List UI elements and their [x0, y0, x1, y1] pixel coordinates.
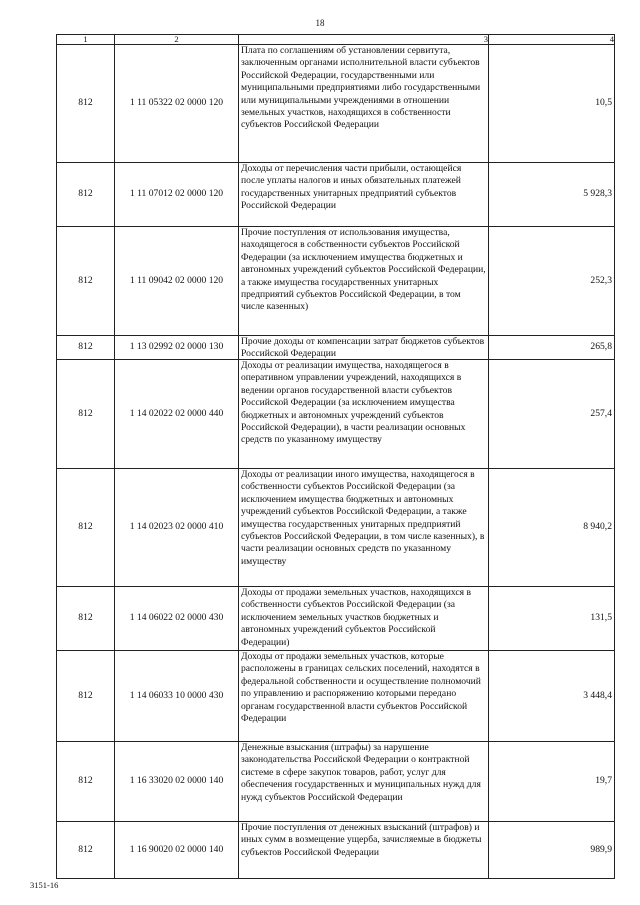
row-description-text: Доходы от перечисления части прибыли, остающейся после уплаты налогов и иных обязательных платежей государственных унитарных предприятий субъектов Российской Федерации — [241, 163, 462, 212]
page-number: 18 — [315, 18, 325, 28]
row-description-text: Плата по соглашениям об установлении сервитута, заключенным органами исполнительной власти субъектов Российской Федерации, государственными или муниципальными предприятиями либо государственными или муниципальными учреждениями в отношении земельных участков, находящихся в собственности субъектов Российской Федерации — [241, 45, 481, 131]
footer-code: 3151-16 — [30, 880, 59, 890]
table-row — [57, 822, 615, 879]
header-col-3: 3 — [239, 35, 489, 45]
row-kbk: 1 11 05322 02 0000 120 — [115, 45, 239, 163]
row-description-text: Доходы от реализации иного имущества, находящегося в собственности субъектов Российской Федерации (за исключением имущества бюджетных и автономных учреждений субъектов Российской Федерации, а также имущества государственных унитарных предприятий субъектов Российской Федерации, в том числе казенных), в части реализации основных средств по указанному имуществу — [241, 469, 485, 567]
row-amount: 8 940,2 — [489, 469, 615, 587]
table-row — [57, 336, 615, 360]
row-description — [239, 822, 489, 879]
table-row — [57, 360, 615, 469]
row-kbk: 1 11 09042 02 0000 120 — [115, 227, 239, 336]
row-amount: 265,8 — [489, 336, 615, 360]
row-code: 812 — [57, 227, 115, 336]
row-description — [239, 336, 489, 360]
row-code: 812 — [57, 360, 115, 469]
row-amount: 257,4 — [489, 360, 615, 469]
row-description — [239, 163, 489, 227]
row-description-text: Прочие поступления от использования имущества, находящегося в собственности субъектов Российской Федерации (за исключением имущества бюджетных и автономных учреждений субъектов Российской Федерации, а также имущества государственных унитарных предприятий субъектов Российской Федерации, в том числе казенных) — [241, 227, 486, 313]
row-code: 812 — [57, 742, 115, 822]
row-amount: 3 448,4 — [489, 651, 615, 742]
row-description — [239, 469, 489, 587]
table-row — [57, 469, 615, 587]
table-row — [57, 163, 615, 227]
revenue-table — [56, 34, 615, 879]
row-code: 812 — [57, 45, 115, 163]
row-code: 812 — [57, 336, 115, 360]
table-row — [57, 742, 615, 822]
header-col-4: 4 — [489, 35, 615, 45]
row-amount: 10,5 — [489, 45, 615, 163]
row-description-text: Доходы от продажи земельных участков, которые расположены в границах сельских поселений, находятся в федеральной собственности и осуществление полномочий по управлению и распоряжению которыми передано органам государственной власти субъектов Российской Федерации — [241, 651, 481, 725]
row-kbk: 1 14 06033 10 0000 430 — [115, 651, 239, 742]
row-description — [239, 227, 489, 336]
header-col-2: 2 — [115, 35, 239, 45]
row-kbk: 1 14 02022 02 0000 440 — [115, 360, 239, 469]
row-kbk: 1 16 33020 02 0000 140 — [115, 742, 239, 822]
row-kbk: 1 16 90020 02 0000 140 — [115, 822, 239, 879]
header-col-1: 1 — [57, 35, 115, 45]
row-amount: 19,7 — [489, 742, 615, 822]
table-row — [57, 587, 615, 651]
row-amount: 5 928,3 — [489, 163, 615, 227]
table-row — [57, 651, 615, 742]
row-amount: 131,5 — [489, 587, 615, 651]
row-description — [239, 587, 489, 651]
row-description-text: Прочие поступления от денежных взысканий (штрафов) и иных сумм в возмещение ущерба, зачисляемые в бюджеты субъектов Российской Федерации — [241, 822, 482, 858]
row-kbk: 1 13 02992 02 0000 130 — [115, 336, 239, 360]
row-description-text: Доходы от реализации имущества, находящегося в оперативном управлении учреждений, находящихся в ведении органов государственной власти субъектов Российской Федерации (за исключением имущества бюджетных и автономных учреждений субъектов Российской Федерации), в части реализации основных средств по указанному имуществу — [241, 360, 466, 446]
row-code: 812 — [57, 587, 115, 651]
row-kbk: 1 14 02023 02 0000 410 — [115, 469, 239, 587]
row-description — [239, 360, 489, 469]
row-amount: 252,3 — [489, 227, 615, 336]
row-description-text: Денежные взыскания (штрафы) за нарушение законодательства Российской Федерации о контрактной системе в сфере закупок товаров, работ, услуг для обеспечения государственных и муниципальных нужд для нужд субъектов Российской Федерации — [241, 742, 481, 803]
row-amount: 989,9 — [489, 822, 615, 879]
row-kbk: 1 14 06022 02 0000 430 — [115, 587, 239, 651]
row-description — [239, 742, 489, 822]
row-description — [239, 45, 489, 163]
row-description — [239, 651, 489, 742]
table-header-row — [57, 35, 615, 45]
row-code: 812 — [57, 163, 115, 227]
row-code: 812 — [57, 469, 115, 587]
row-code: 812 — [57, 651, 115, 742]
row-kbk: 1 11 07012 02 0000 120 — [115, 163, 239, 227]
table-row — [57, 227, 615, 336]
row-description-text: Прочие доходы от компенсации затрат бюджетов субъектов Российской Федерации — [241, 336, 485, 358]
row-description-text: Доходы от продажи земельных участков, находящихся в собственности субъектов Российской Федерации (за исключением земельных участков бюджетных и автономных учреждений субъектов Российской Федерации) — [241, 587, 472, 648]
row-code: 812 — [57, 822, 115, 879]
table-row — [57, 45, 615, 163]
